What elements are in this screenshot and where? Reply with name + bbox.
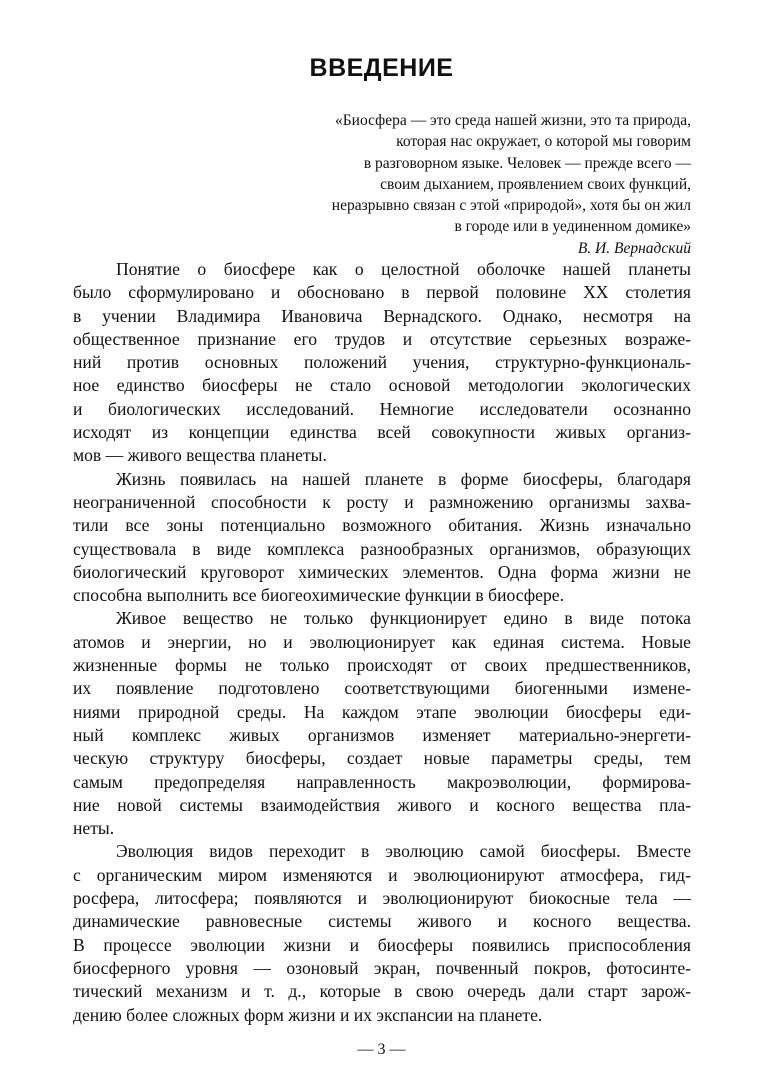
text-line: биологический круговорот химических элементов. Одна форма жизни не xyxy=(73,561,691,582)
epigraph xyxy=(231,110,691,259)
text-line: ное единство биосферы не стало основой методологии экологических xyxy=(73,375,691,396)
paragraph xyxy=(73,607,691,840)
text-line: В процессе эволюции жизни и биосферы появились приспособления xyxy=(73,934,691,955)
text-line: способна выполнить все биогеохимические функции в биосфере. xyxy=(73,585,564,606)
text-line: тили все зоны потенциально возможного обитания. Жизнь изначально xyxy=(73,515,691,536)
text-line: тический механизм и т. д., которые в свою очередь дали старт зарож- xyxy=(73,981,691,1002)
page-number: — 3 — xyxy=(357,1041,406,1058)
body-text xyxy=(73,258,691,1027)
text-line: Живое вещество не только функционирует едино в виде потока xyxy=(116,608,691,629)
text-line: мов — живого вещества планеты. xyxy=(73,445,327,466)
text-line: ческую структуру биосферы, создает новые параметры среды, тем xyxy=(73,748,691,769)
epigraph-author: В. И. Вернадский xyxy=(577,239,691,257)
text-line: биосферного уровня — озоновый экран, почвенный покров, фотосинте- xyxy=(73,957,691,978)
text-line: Эволюция видов переходит в эволюцию самой биосферы. Вместе xyxy=(116,841,691,862)
text-line: их появление подготовлено соответствующими биогенными измене- xyxy=(73,678,691,699)
text-line: общественное признание его трудов и отсутствие серьезных возраже- xyxy=(73,328,691,349)
text-line: исходят из концепции единства всей совокупности живых организ- xyxy=(73,422,691,443)
text-line: и биологических исследований. Немногие исследователи осознанно xyxy=(73,398,691,419)
epigraph-line: в городе или в уединенном домике» xyxy=(454,218,691,236)
text-line: росфера, литосфера; появляются и эволюционируют биокосные тела — xyxy=(73,888,691,909)
text-line: жизненные формы не только происходят от своих предшественников, xyxy=(73,655,691,676)
epigraph-line: своим дыханием, проявлением своих функций, xyxy=(380,175,691,193)
text-line: атомов и энергии, но и эволюционирует как единая система. Новые xyxy=(73,631,691,652)
page-title: ВВЕДЕНИЕ xyxy=(309,54,454,82)
epigraph-line: которая нас окружает, о которой мы говорим xyxy=(396,133,691,151)
text-line: ний против основных положений учения, структурно-функциональ- xyxy=(73,352,691,373)
text-line: Понятие о биосфере как о целостной оболочке нашей планеты xyxy=(116,259,691,279)
paragraph xyxy=(73,258,691,468)
epigraph-line: неразрывно связан с этой «природой», хотя бы он жил xyxy=(331,197,691,215)
epigraph-line: в разговорном языке. Человек — прежде всего — xyxy=(363,154,691,172)
text-line: с органическим миром изменяются и эволюционируют атмосфера, гид- xyxy=(73,864,691,885)
paragraph xyxy=(73,840,691,1026)
text-line: в учении Владимира Ивановича Вернадского. Однако, несмотря на xyxy=(73,305,691,326)
text-line: самым предопределяя направленность макроэволюции, формирова- xyxy=(73,771,691,792)
text-line: было сформулировано и обосновано в первой половине XX столетия xyxy=(73,282,691,303)
text-line: неограниченной способности к росту и размножению организмы захва- xyxy=(73,491,691,512)
text-line: Жизнь появилась на нашей планете в форме биосферы, благодаря xyxy=(116,468,691,489)
text-line: динамические равновесные системы живого и косного вещества. xyxy=(73,911,691,932)
epigraph-line: «Биосфера — это среда нашей жизни, это та природа, xyxy=(335,112,691,129)
text-line: ние новой системы взаимодействия живого и косного вещества пла- xyxy=(73,794,691,815)
text-line: существовала в виде комплекса разнообразных организмов, образующих xyxy=(73,538,691,559)
paragraph xyxy=(73,468,691,608)
text-line: неты. xyxy=(73,818,115,839)
text-line: ниями природной среды. На каждом этапе эволюции биосферы еди- xyxy=(73,701,691,722)
text-line: дению более сложных форм жизни и их экспансии на планете. xyxy=(73,1004,543,1025)
text-line: ный комплекс живых организмов изменяет материально-энергети- xyxy=(73,724,691,745)
